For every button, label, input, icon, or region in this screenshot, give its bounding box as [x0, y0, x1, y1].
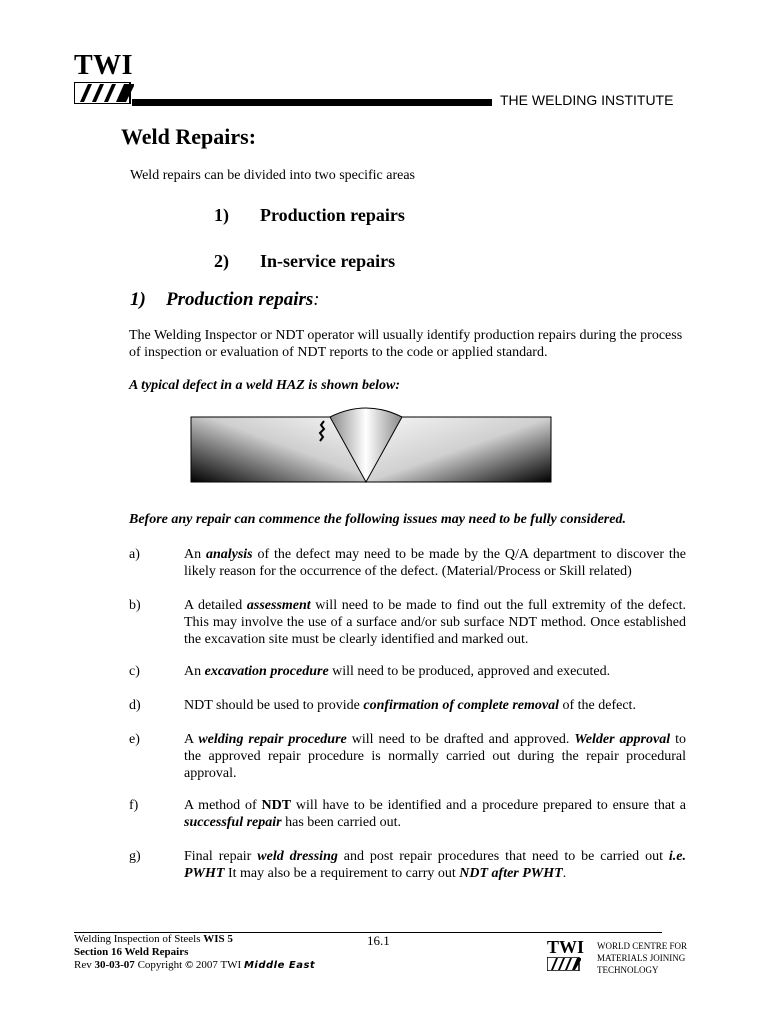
item-text-run: to the approved repair procedure is normally carried out during the repair procedural approval.: [184, 732, 686, 781]
item-text-run: A: [184, 732, 199, 747]
footer-course-code: WIS 5: [203, 933, 233, 945]
item-text-run: An: [184, 664, 205, 679]
area-2-number: 2): [214, 251, 229, 271]
page-number: 16.1: [367, 933, 390, 948]
item-text-run: will have to be identified and a procedure prepared to ensure that a: [291, 798, 687, 813]
footer-line-2: [74, 946, 315, 959]
footer-course: Welding Inspection of Steels: [74, 933, 204, 945]
item-label: d): [129, 698, 141, 713]
weld-haz-defect-diagram: [190, 403, 554, 485]
copyright-symbol: ©: [184, 959, 194, 971]
footer-right-line-1: WORLD CENTRE FOR: [597, 941, 687, 951]
footer-twi-logo-text: TWI: [547, 937, 585, 957]
item-emphasis: i.e. PWHT: [184, 849, 686, 881]
footer-right-line-2: MATERIALS JOINING: [597, 953, 686, 963]
item-text: [184, 663, 686, 680]
item-emphasis: weld dressing: [257, 849, 338, 864]
item-label: c): [129, 664, 140, 679]
item-text: [184, 597, 686, 648]
twi-logo-text: TWI: [74, 50, 134, 81]
item-text: [184, 848, 686, 882]
figure-caption: A typical defect in a weld HAZ is shown below:: [129, 378, 401, 393]
item-text: [184, 797, 686, 831]
item-text-run: of the defect.: [558, 698, 636, 713]
item-label: f): [129, 798, 139, 813]
area-1-number: 1): [214, 205, 229, 225]
header-rule: [132, 99, 492, 106]
item-text-run: .: [562, 866, 567, 881]
item-emphasis: NDT after PWHT: [459, 866, 563, 881]
item-label: e): [129, 732, 140, 747]
footer-twi-logo-stripes: [547, 957, 581, 971]
footer-line-3: [74, 959, 315, 972]
intro-text: Weld repairs can be divided into two specific areas: [130, 168, 415, 183]
item-emphasis: NDT: [261, 798, 292, 813]
before-repair-note: Before any repair can commence the following issues may need to be fully considered.: [129, 512, 626, 527]
item-text-run: Final repair: [184, 849, 258, 864]
footer-section: Section 16 Weld Repairs: [74, 946, 189, 958]
area-2-label: In-service repairs: [260, 251, 396, 271]
item-text: [184, 731, 686, 782]
section-number: 1): [130, 289, 146, 310]
item-text-run: A method of: [184, 798, 262, 813]
item-emphasis: welding repair procedure: [198, 732, 347, 747]
item-text-run: will need to be made to find out the full extremity of the defect. This may involve the use of a surface and/or sub surface NDT method. Once established the excavation site must be clearly identified and marked out.: [184, 598, 686, 647]
footer-right: [597, 940, 687, 976]
item-text-run: has been carried out.: [281, 815, 401, 830]
item-text-run: will need to be drafted and approved.: [346, 732, 575, 747]
item-text-run: An: [184, 547, 206, 562]
item-emphasis: successful repair: [184, 815, 282, 830]
twi-logo-stripes: [74, 82, 134, 104]
item-text-run: of the defect may need to be made by the Q/A department to discover the likely reason for the occurrence of the defect. (Material/Process or Skill related): [184, 547, 686, 579]
section-heading: [130, 289, 320, 311]
item-emphasis: confirmation of complete removal: [363, 698, 559, 713]
institute-name: THE WELDING INSTITUTE: [500, 92, 674, 108]
footer-line-1: [74, 933, 315, 946]
item-emphasis: assessment: [246, 598, 311, 613]
section-suffix: :: [313, 289, 320, 310]
item-emphasis: excavation procedure: [204, 664, 329, 679]
section-label: Production repairs: [166, 289, 314, 310]
item-text-run: NDT should be used to provide: [184, 698, 364, 713]
page-title: Weld Repairs:: [121, 124, 257, 149]
item-emphasis: analysis: [205, 547, 253, 562]
footer-rev-date: 30-03-07: [94, 959, 135, 971]
item-emphasis: Welder approval: [574, 732, 671, 747]
footer-right-line-3: TECHNOLOGY: [597, 965, 659, 975]
item-text-run: It may also be a requirement to carry out: [224, 866, 460, 881]
item-label: b): [129, 598, 141, 613]
area-1-label: Production repairs: [260, 205, 405, 225]
item-text: [184, 546, 686, 580]
production-paragraph: The Welding Inspector or NDT operator will usually identify production repairs during the process of inspection or evaluation of NDT reports to the code or applied standard.: [129, 328, 683, 360]
item-text-run: A detailed: [184, 598, 247, 613]
footer-copyright-holder: 2007 TWI: [193, 959, 244, 971]
item-text-run: will need to be produced, approved and executed.: [328, 664, 611, 679]
item-label: a): [129, 547, 140, 562]
item-text-run: and post repair procedures that need to be carried out: [337, 849, 669, 864]
item-text: [184, 697, 686, 714]
item-label: g): [129, 849, 141, 864]
footer-left: [74, 933, 315, 972]
middle-east-mark: Middle East: [243, 960, 316, 971]
footer-copyright-label: Copyright: [134, 959, 185, 971]
footer-rev-label: Rev: [74, 959, 95, 971]
